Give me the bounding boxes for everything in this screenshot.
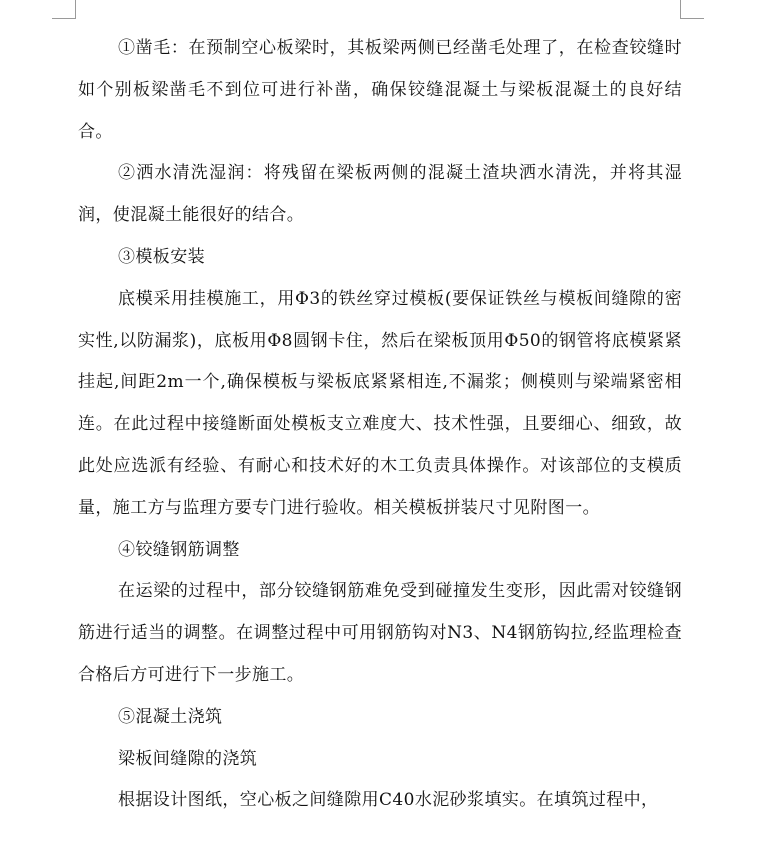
document-body xyxy=(78,28,682,822)
paragraph-formwork-details: 底模采用挂模施工，用Φ3的铁丝穿过模板(要保证铁丝与模板间缝隙的密实性,以防漏浆)，底板用Φ8圆钢卡住，然后在梁板顶用Φ50的钢管将底模紧紧挂起,间距2m一个,确保模板与梁板底紧紧相连,不漏浆；侧模则与梁端紧密相连。在此过程中接缝断面处模板支立难度大、技术性强，且要细心、细致，故此处应选派有经验、有耐心和技术好的木工负责具体操作。对该部位的支模质量，施工方与监理方要专门进行验收。相关模板拼装尺寸见附图一。 xyxy=(78,288,682,518)
heading-rebar-adjustment: ④铰缝钢筋调整 xyxy=(118,539,240,560)
subheading-gap-pouring: 梁板间缝隙的浇筑 xyxy=(118,748,258,769)
paragraph-washing: ②洒水清洗湿润：将残留在梁板两侧的混凝土渣块洒水清洗，并将其湿润，使混凝土能很好的结合。 xyxy=(78,163,682,226)
crop-mark-top-left-vertical xyxy=(75,0,76,18)
paragraph-rebar-adjustment: 在运梁的过程中，部分铰缝钢筋难免受到碰撞发生变形，因此需对铰缝钢筋进行适当的调整。在调整过程中可用钢筋钩对N3、N4钢筋钩拉,经监理检查合格后方可进行下一步施工。 xyxy=(78,581,682,685)
crop-mark-top-right-vertical xyxy=(680,0,681,18)
crop-mark-top-left-horizontal xyxy=(52,18,76,19)
paragraph-chiseling: ①凿毛：在预制空心板梁时，其板梁两侧已经凿毛处理了，在检查铰缝时如个别板梁凿毛不到位可进行补凿，确保铰缝混凝土与梁板混凝土的良好结合。 xyxy=(78,38,682,142)
heading-concrete-pouring: ⑤混凝土浇筑 xyxy=(118,706,223,727)
paragraph-gap-pouring: 根据设计图纸，空心板之间缝隙用C40水泥砂浆填实。在填筑过程中， xyxy=(118,790,659,811)
heading-formwork-installation: ③模板安装 xyxy=(118,246,205,267)
crop-mark-top-right-horizontal xyxy=(680,18,704,19)
